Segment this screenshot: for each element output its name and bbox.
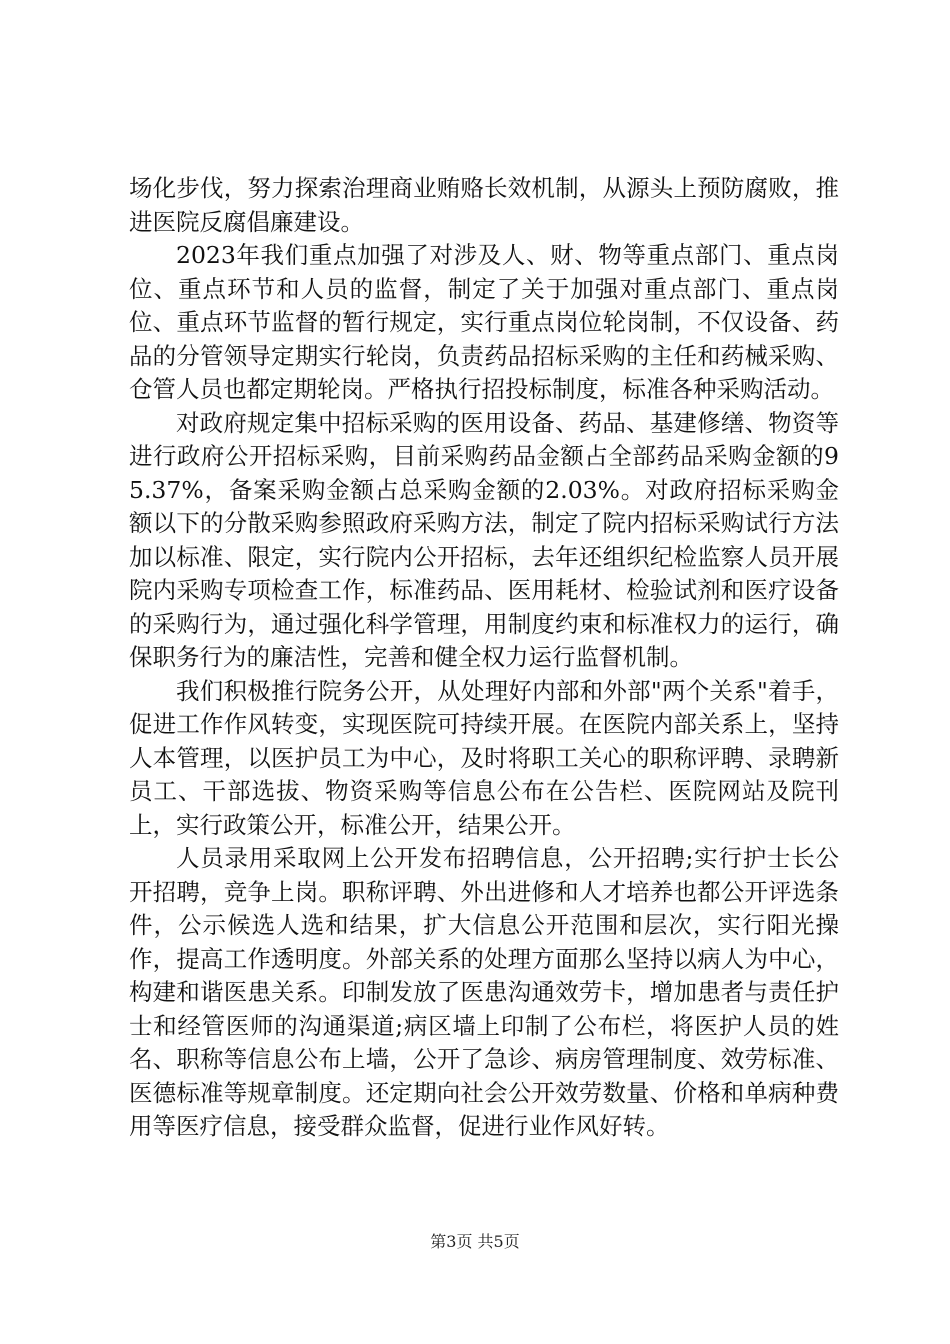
- paragraph-2: 2023年我们重点加强了对涉及人、财、物等重点部门、重点岗位、重点环节和人员的监督，制定了关于加强对重点部门、重点岗位、重点环节监督的暂行规定，实行重点岗位轮岗制，不仅设备、药品的分管领导定期实行轮岗，负责药品招标采购的主任和药械采购、仓管人员也都定期轮岗。严格执行招投标制度，标准各种采购活动。: [129, 241, 839, 403]
- paragraph-1: 场化步伐，努力探索治理商业贿赂长效机制，从源头上预防腐败，推进医院反腐倡廉建设。: [129, 174, 839, 236]
- paragraph-5: 人员录用采取网上公开发布招聘信息，公开招聘;实行护士长公开招聘，竞争上岗。职称评聘、外出进修和人才培养也都公开评选条件，公示候选人选和结果，扩大信息公开范围和层次，实行阳光操作，提高工作透明度。外部关系的处理方面那么坚持以病人为中心，构建和谐医患关系。印制发放了医患沟通效劳卡，增加患者与责任护士和经管医师的沟通渠道;病区墙上印制了公布栏，将医护人员的姓名、职称等信息公布上墙，公开了急诊、病房管理制度、效劳标准、医德标准等规章制度。还定期向社会公开效劳数量、价格和单病种费用等医疗信息，接受群众监督，促进行业作风好转。: [129, 844, 839, 1140]
- paragraph-4: 我们积极推行院务公开，从处理好内部和外部"两个关系"着手，促进工作作风转变，实现医院可持续开展。在医院内部关系上，坚持人本管理，以医护员工为中心，及时将职工关心的职称评聘、录聘新员工、干部选拔、物资采购等信息公布在公告栏、医院网站及院刊上，实行政策公开，标准公开，结果公开。: [129, 676, 839, 839]
- page-number-footer: 第3页 共5页: [430, 1232, 520, 1251]
- paragraph-3: 对政府规定集中招标采购的医用设备、药品、基建修缮、物资等进行政府公开招标采购，目前采购药品金额占全部药品采购金额的95.37%，备案采购金额占总采购金额的2.03%。对政府招标采购金额以下的分散采购参照政府采购方法，制定了院内招标采购试行方法加以标准、限定，实行院内公开招标，去年还组织纪检监察人员开展院内采购专项检查工作，标准药品、医用耗材、检验试剂和医疗设备的采购行为，通过强化科学管理，用制度约束和标准权力的运行，确保职务行为的廉洁性，完善和健全权力运行监督机制。: [129, 408, 839, 671]
- document-body: [129, 172, 839, 1144]
